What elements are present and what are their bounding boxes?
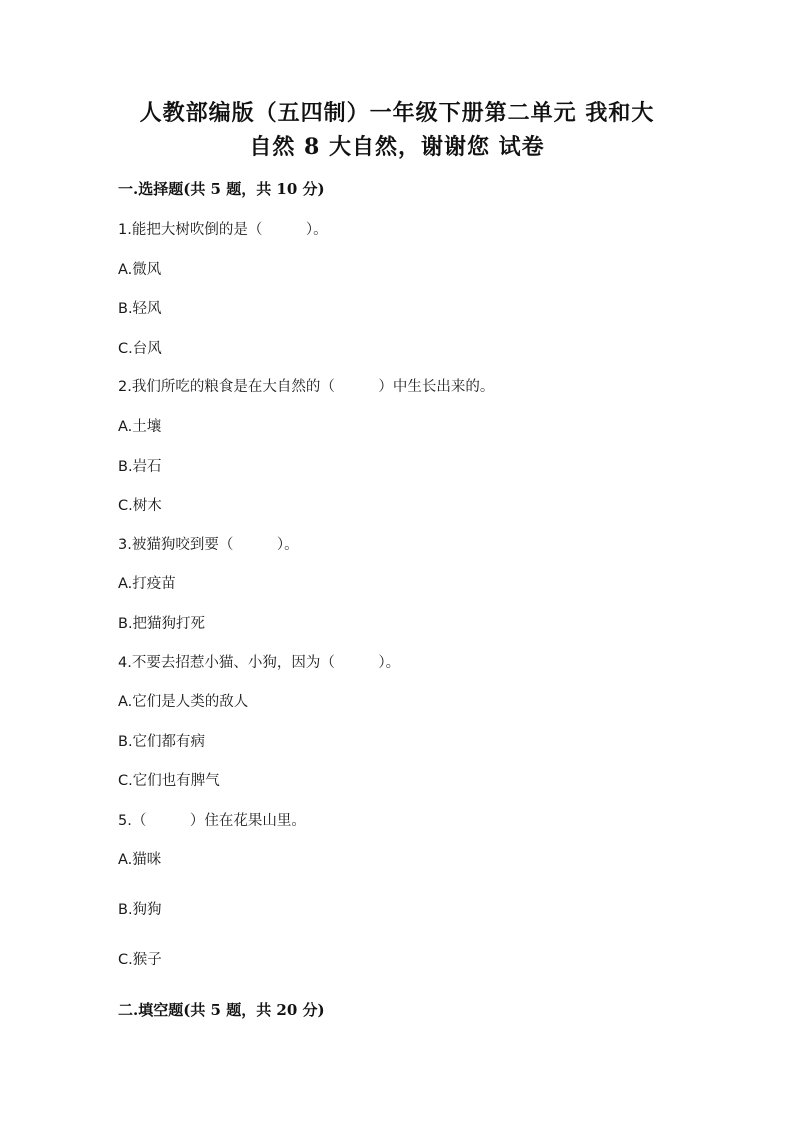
question-3-stem: 3.被猫狗咬到要（ ）。 [118,537,299,553]
question-3-option-b: B.把猫狗打死 [118,616,206,632]
question-5-option-b: B.狗狗 [118,902,162,918]
question-4-option-b: B.它们都有病 [118,734,206,750]
document-title-line-1: 人教部编版（五四制）一年级下册第二单元 我和大 [139,100,655,126]
question-5-option-a: A.猫咪 [118,852,162,868]
question-1-option-a: A.微风 [118,262,162,278]
section-heading-fill-in-blank: 二.填空题(共 5 题，共 20 分) [118,1001,325,1019]
question-1-stem: 1.能把大树吹倒的是（ ）。 [118,222,328,238]
document-title-line-2: 自然 8 大自然，谢谢您 试卷 [249,134,545,160]
question-2-option-b: B.岩石 [118,459,162,475]
question-1-option-c: C.台风 [118,341,162,357]
question-1-option-b: B.轻风 [118,301,162,317]
question-3-option-a: A.打疫苗 [118,576,176,592]
question-4-stem: 4.不要去招惹小猫、小狗，因为（ ）。 [118,655,401,671]
section-heading-multiple-choice: 一.选择题(共 5 题，共 10 分) [118,180,325,198]
question-2-option-a: A.土壤 [118,419,162,435]
question-4-option-a: A.它们是人类的敌人 [118,694,249,710]
question-2-option-c: C.树木 [118,498,162,514]
question-5-option-c: C.猴子 [118,952,162,968]
question-5-stem: 5.（ ）住在花果山里。 [118,813,306,829]
question-4-option-c: C.它们也有脾气 [118,773,220,789]
question-2-stem: 2.我们所吃的粮食是在大自然的（ ）中生长出来的。 [118,379,495,395]
